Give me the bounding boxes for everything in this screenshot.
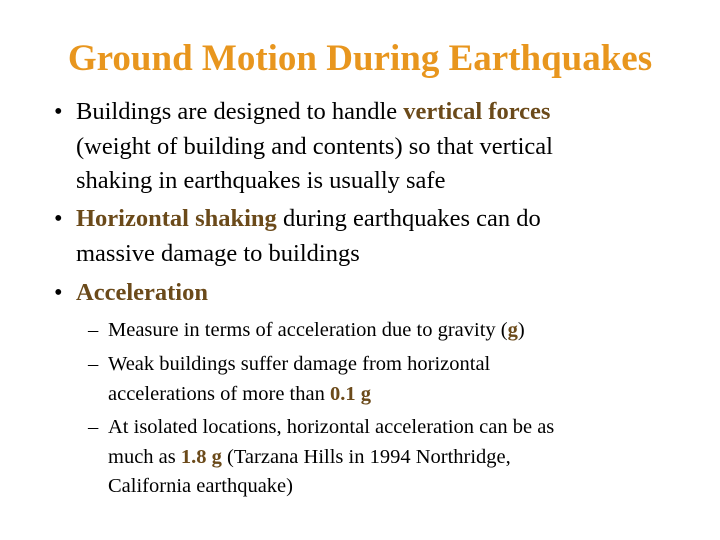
text: shaking in earthquakes is usually safe (76, 167, 446, 194)
dash-icon: – (88, 319, 99, 341)
text: Buildings are designed to handle (76, 98, 404, 125)
bullet-icon: • (54, 205, 63, 232)
bullet-vertical-forces (54, 95, 553, 199)
text: massive damage to buildings (76, 239, 360, 267)
subbullet-weak-buildings (88, 350, 491, 409)
text: California earthquake) (108, 475, 293, 497)
bullet-horizontal-shaking (54, 202, 541, 271)
bullet-icon: • (54, 279, 63, 306)
highlight-text: g (507, 319, 518, 341)
subbullet-measure (88, 316, 525, 346)
slide-title: Ground Motion During Earthquakes (67, 38, 653, 79)
subbullet-isolated-locations (88, 413, 555, 502)
highlight-text: 1.8 g (180, 445, 222, 468)
text: ) (517, 319, 525, 341)
highlight-text: Acceleration (76, 279, 208, 306)
text: accelerations of more than (108, 382, 330, 405)
text: Measure in terms of acceleration due to gravity ( (108, 319, 508, 341)
dash-icon: – (88, 416, 99, 438)
text: Weak buildings suffer damage from horizontal (108, 353, 491, 375)
dash-icon: – (88, 353, 99, 375)
bullet-acceleration (54, 276, 208, 311)
text: (Tarzana Hills in 1994 Northridge, (221, 445, 511, 468)
text: At isolated locations, horizontal acceleration can be as (108, 416, 555, 438)
highlight-text: vertical forces (403, 98, 551, 125)
highlight-text: 0.1 g (329, 382, 371, 405)
text: (weight of building and contents) so that vertical (76, 132, 553, 160)
text: much as (108, 445, 181, 468)
text: during earthquakes can do (276, 205, 541, 232)
bullet-icon: • (54, 98, 63, 125)
highlight-text: Horizontal shaking (76, 205, 277, 232)
